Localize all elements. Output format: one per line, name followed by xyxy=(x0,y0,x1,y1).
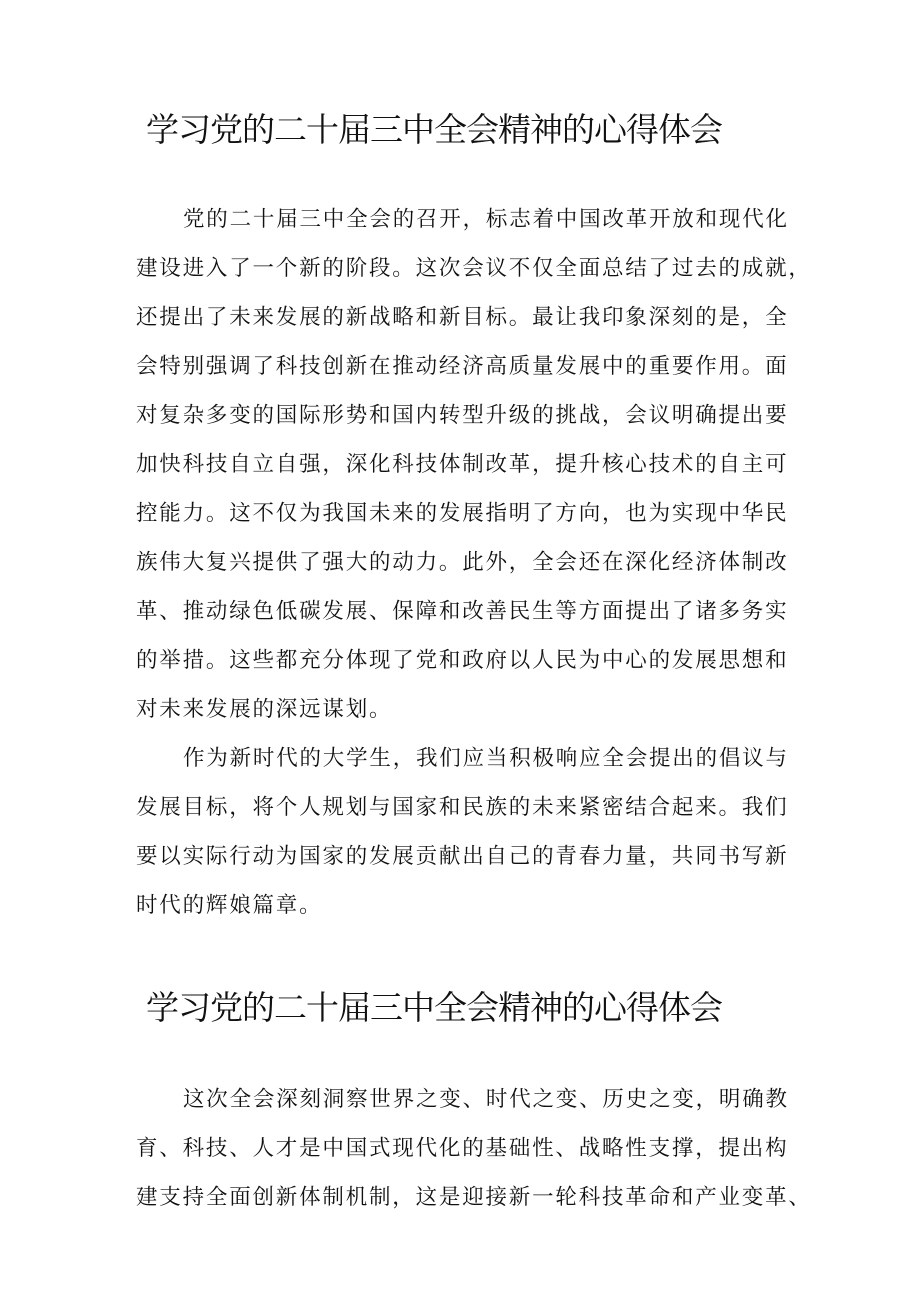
section-1-title: 学习党的二十届三中全会精神的心得体会 xyxy=(146,110,722,149)
paragraph-line: 这次全会深刻洞察世界之变、时代之变、历史之变，明确教 xyxy=(183,1087,789,1112)
paragraph-line: 加快科技自立自强，深化科技体制改革，提升核心技术的自主可 xyxy=(136,452,789,477)
paragraph-line: 发展目标，将个人规划与国家和民族的未来紧密结合起来。我们 xyxy=(136,795,789,820)
paragraph-line: 要以实际行动为国家的发展贡献出自己的青春力量，共同书写新 xyxy=(136,844,789,869)
paragraph-line: 的举措。这些都充分体现了党和政府以人民为中心的发展思想和 xyxy=(136,648,789,673)
paragraph-line: 育、科技、人才是中国式现代化的基础性、战略性支撑，提出构 xyxy=(136,1136,789,1161)
paragraph-line: 还提出了未来发展的新战略和新目标。最让我印象深刻的是，全 xyxy=(136,305,789,330)
paragraph-line: 革、推动绿色低碳发展、保障和改善民生等方面提出了诸多务实 xyxy=(136,599,789,624)
paragraph-line: 时代的辉娘篇章。 xyxy=(136,893,323,918)
paragraph-line: 族伟大复兴提供了强大的动力。此外，全会还在深化经济体制改 xyxy=(136,550,789,575)
section-2-title: 学习党的二十届三中全会精神的心得体会 xyxy=(146,988,722,1027)
paragraph-line: 对未来发展的深远谋划。 xyxy=(136,697,393,722)
paragraph-line: 党的二十届三中全会的召开，标志着中国改革开放和现代化 xyxy=(183,207,789,232)
paragraph-line: 作为新时代的大学生，我们应当积极响应全会提出的倡议与 xyxy=(183,746,789,771)
paragraph-line: 对复杂多变的国际形势和国内转型升级的挑战，会议明确提出要 xyxy=(136,403,789,428)
paragraph-line: 建设进入了一个新的阶段。这次会议不仅全面总结了过去的成就， xyxy=(136,256,812,281)
paragraph-line: 控能力。这不仅为我国未来的发展指明了方向，也为实现中华民 xyxy=(136,501,789,526)
paragraph-line: 建支持全面创新体制机制，这是迎接新一轮科技革命和产业变革、 xyxy=(136,1185,812,1210)
paragraph-line: 会特别强调了科技创新在推动经济高质量发展中的重要作用。面 xyxy=(136,354,789,379)
